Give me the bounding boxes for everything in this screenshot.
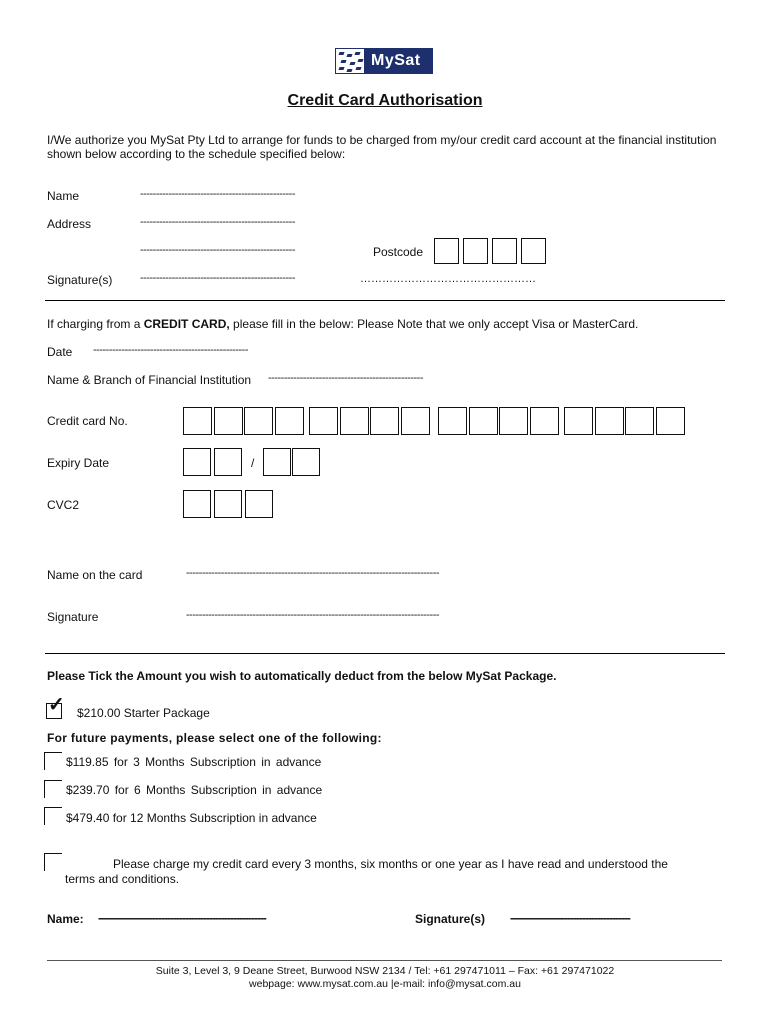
intro-paragraph: I/We authorize you MySat Pty Ltd to arrange for funds to be charged from my/our credit card account at the financial institution shown below according to the schedule specified below: (47, 133, 717, 161)
bottom-signature-label: Signature(s) (415, 912, 486, 926)
future-payments-heading: For future payments, please select one of the following: (47, 731, 382, 745)
card-number-box[interactable] (244, 407, 273, 435)
expiry-month-box[interactable] (214, 448, 242, 476)
footer-divider (47, 960, 722, 961)
card-signature-field[interactable]: -------------------------------------------------------------------------------- (186, 609, 440, 621)
mysat-logo (335, 48, 433, 74)
card-number-box[interactable] (340, 407, 369, 435)
card-number-box[interactable] (370, 407, 399, 435)
package-heading: Please Tick the Amount you wish to automatically deduct from the below MySat Package. (47, 669, 557, 683)
postcode-box[interactable] (434, 238, 459, 264)
card-number-box[interactable] (499, 407, 528, 435)
logo-graphic-icon (335, 48, 365, 74)
footer-contact: webpage: www.mysat.com.au |e-mail: info@mysat.com.au (249, 978, 521, 990)
card-number-box[interactable] (401, 407, 430, 435)
credit-card-note (47, 317, 638, 331)
consent-text-line1: Please charge my credit card every 3 months, six months or one year as I have read and understood the (113, 857, 668, 871)
name-label: Name (47, 189, 80, 203)
option-label-12-months: $479.40 for 12 Months Subscription in advance (66, 811, 317, 825)
consent-text-line2: terms and conditions. (65, 872, 180, 886)
bottom-signature-field[interactable]: ---------------------------------------- (510, 911, 630, 925)
name-on-card-label: Name on the card (47, 568, 143, 582)
note-prefix: If charging from a (47, 317, 144, 331)
option-checkbox-12-months[interactable] (44, 807, 62, 825)
card-number-box[interactable] (530, 407, 559, 435)
signature-label: Signature(s) (47, 273, 113, 287)
option-label-3-months: $119.85 for 3 Months Subscription in advance (66, 755, 322, 769)
card-number-box[interactable] (309, 407, 338, 435)
branch-field[interactable]: ------------------------------------------------- (268, 372, 423, 384)
card-number-label: Credit card No. (47, 414, 128, 428)
card-number-box[interactable] (564, 407, 593, 435)
address-field-line2[interactable]: ------------------------------------------------- (140, 244, 295, 256)
option-checkbox-3-months[interactable] (44, 752, 62, 770)
note-suffix: please fill in the below: Please Note that we only accept Visa or MasterCard. (229, 317, 639, 331)
postcode-box[interactable] (463, 238, 488, 264)
name-field[interactable]: ------------------------------------------------- (140, 188, 295, 200)
branch-label: Name & Branch of Financial Institution (47, 373, 252, 387)
cvc-box[interactable] (245, 490, 273, 518)
checkmark-icon: ✓ (48, 694, 65, 716)
expiry-month-box[interactable] (183, 448, 211, 476)
option-label-6-months: $239.70 for 6 Months Subscription in advance (66, 783, 323, 797)
expiry-year-box[interactable] (263, 448, 291, 476)
card-signature-label: Signature (47, 610, 99, 624)
card-number-box[interactable] (275, 407, 304, 435)
card-number-box[interactable] (438, 407, 467, 435)
date-field[interactable]: ------------------------------------------------- (93, 344, 248, 356)
name-on-card-field[interactable]: -------------------------------------------------------------------------------- (186, 567, 440, 579)
option-checkbox-6-months[interactable] (44, 780, 62, 798)
card-number-box[interactable] (625, 407, 654, 435)
note-bold: CREDIT CARD, (143, 317, 230, 331)
expiry-label: Expiry Date (47, 456, 110, 470)
divider (45, 300, 725, 301)
logo-text: MySat (371, 52, 421, 69)
postcode-box[interactable] (521, 238, 546, 264)
card-number-box[interactable] (595, 407, 624, 435)
starter-package-label: $210.00 Starter Package (77, 706, 210, 720)
page-title: Credit Card Authorisation (287, 92, 483, 109)
cvc-box[interactable] (183, 490, 211, 518)
bottom-name-field[interactable]: -------------------------------------------------------- (98, 911, 266, 925)
divider (45, 653, 725, 654)
bottom-name-label: Name: (47, 912, 84, 926)
card-number-box[interactable] (469, 407, 498, 435)
cvc-box[interactable] (214, 490, 242, 518)
card-number-box[interactable] (183, 407, 212, 435)
signature-field-2[interactable]: ………………………………………… (360, 273, 536, 285)
card-number-box[interactable] (656, 407, 685, 435)
consent-checkbox[interactable] (44, 853, 62, 871)
footer-address: Suite 3, Level 3, 9 Deane Street, Burwood NSW 2134 / Tel: +61 297471011 – Fax: +61 297471022 (155, 965, 615, 977)
signature-field[interactable]: ------------------------------------------------- (140, 272, 295, 284)
expiry-separator: / (251, 456, 255, 470)
postcode-box[interactable] (492, 238, 517, 264)
date-label: Date (47, 345, 73, 359)
cvc-label: CVC2 (47, 498, 80, 512)
expiry-year-box[interactable] (292, 448, 320, 476)
starter-checkbox[interactable] (46, 694, 65, 719)
postcode-label: Postcode (373, 245, 424, 259)
card-number-box[interactable] (214, 407, 243, 435)
address-field-line1[interactable]: ------------------------------------------------- (140, 216, 295, 228)
address-label: Address (47, 217, 92, 231)
